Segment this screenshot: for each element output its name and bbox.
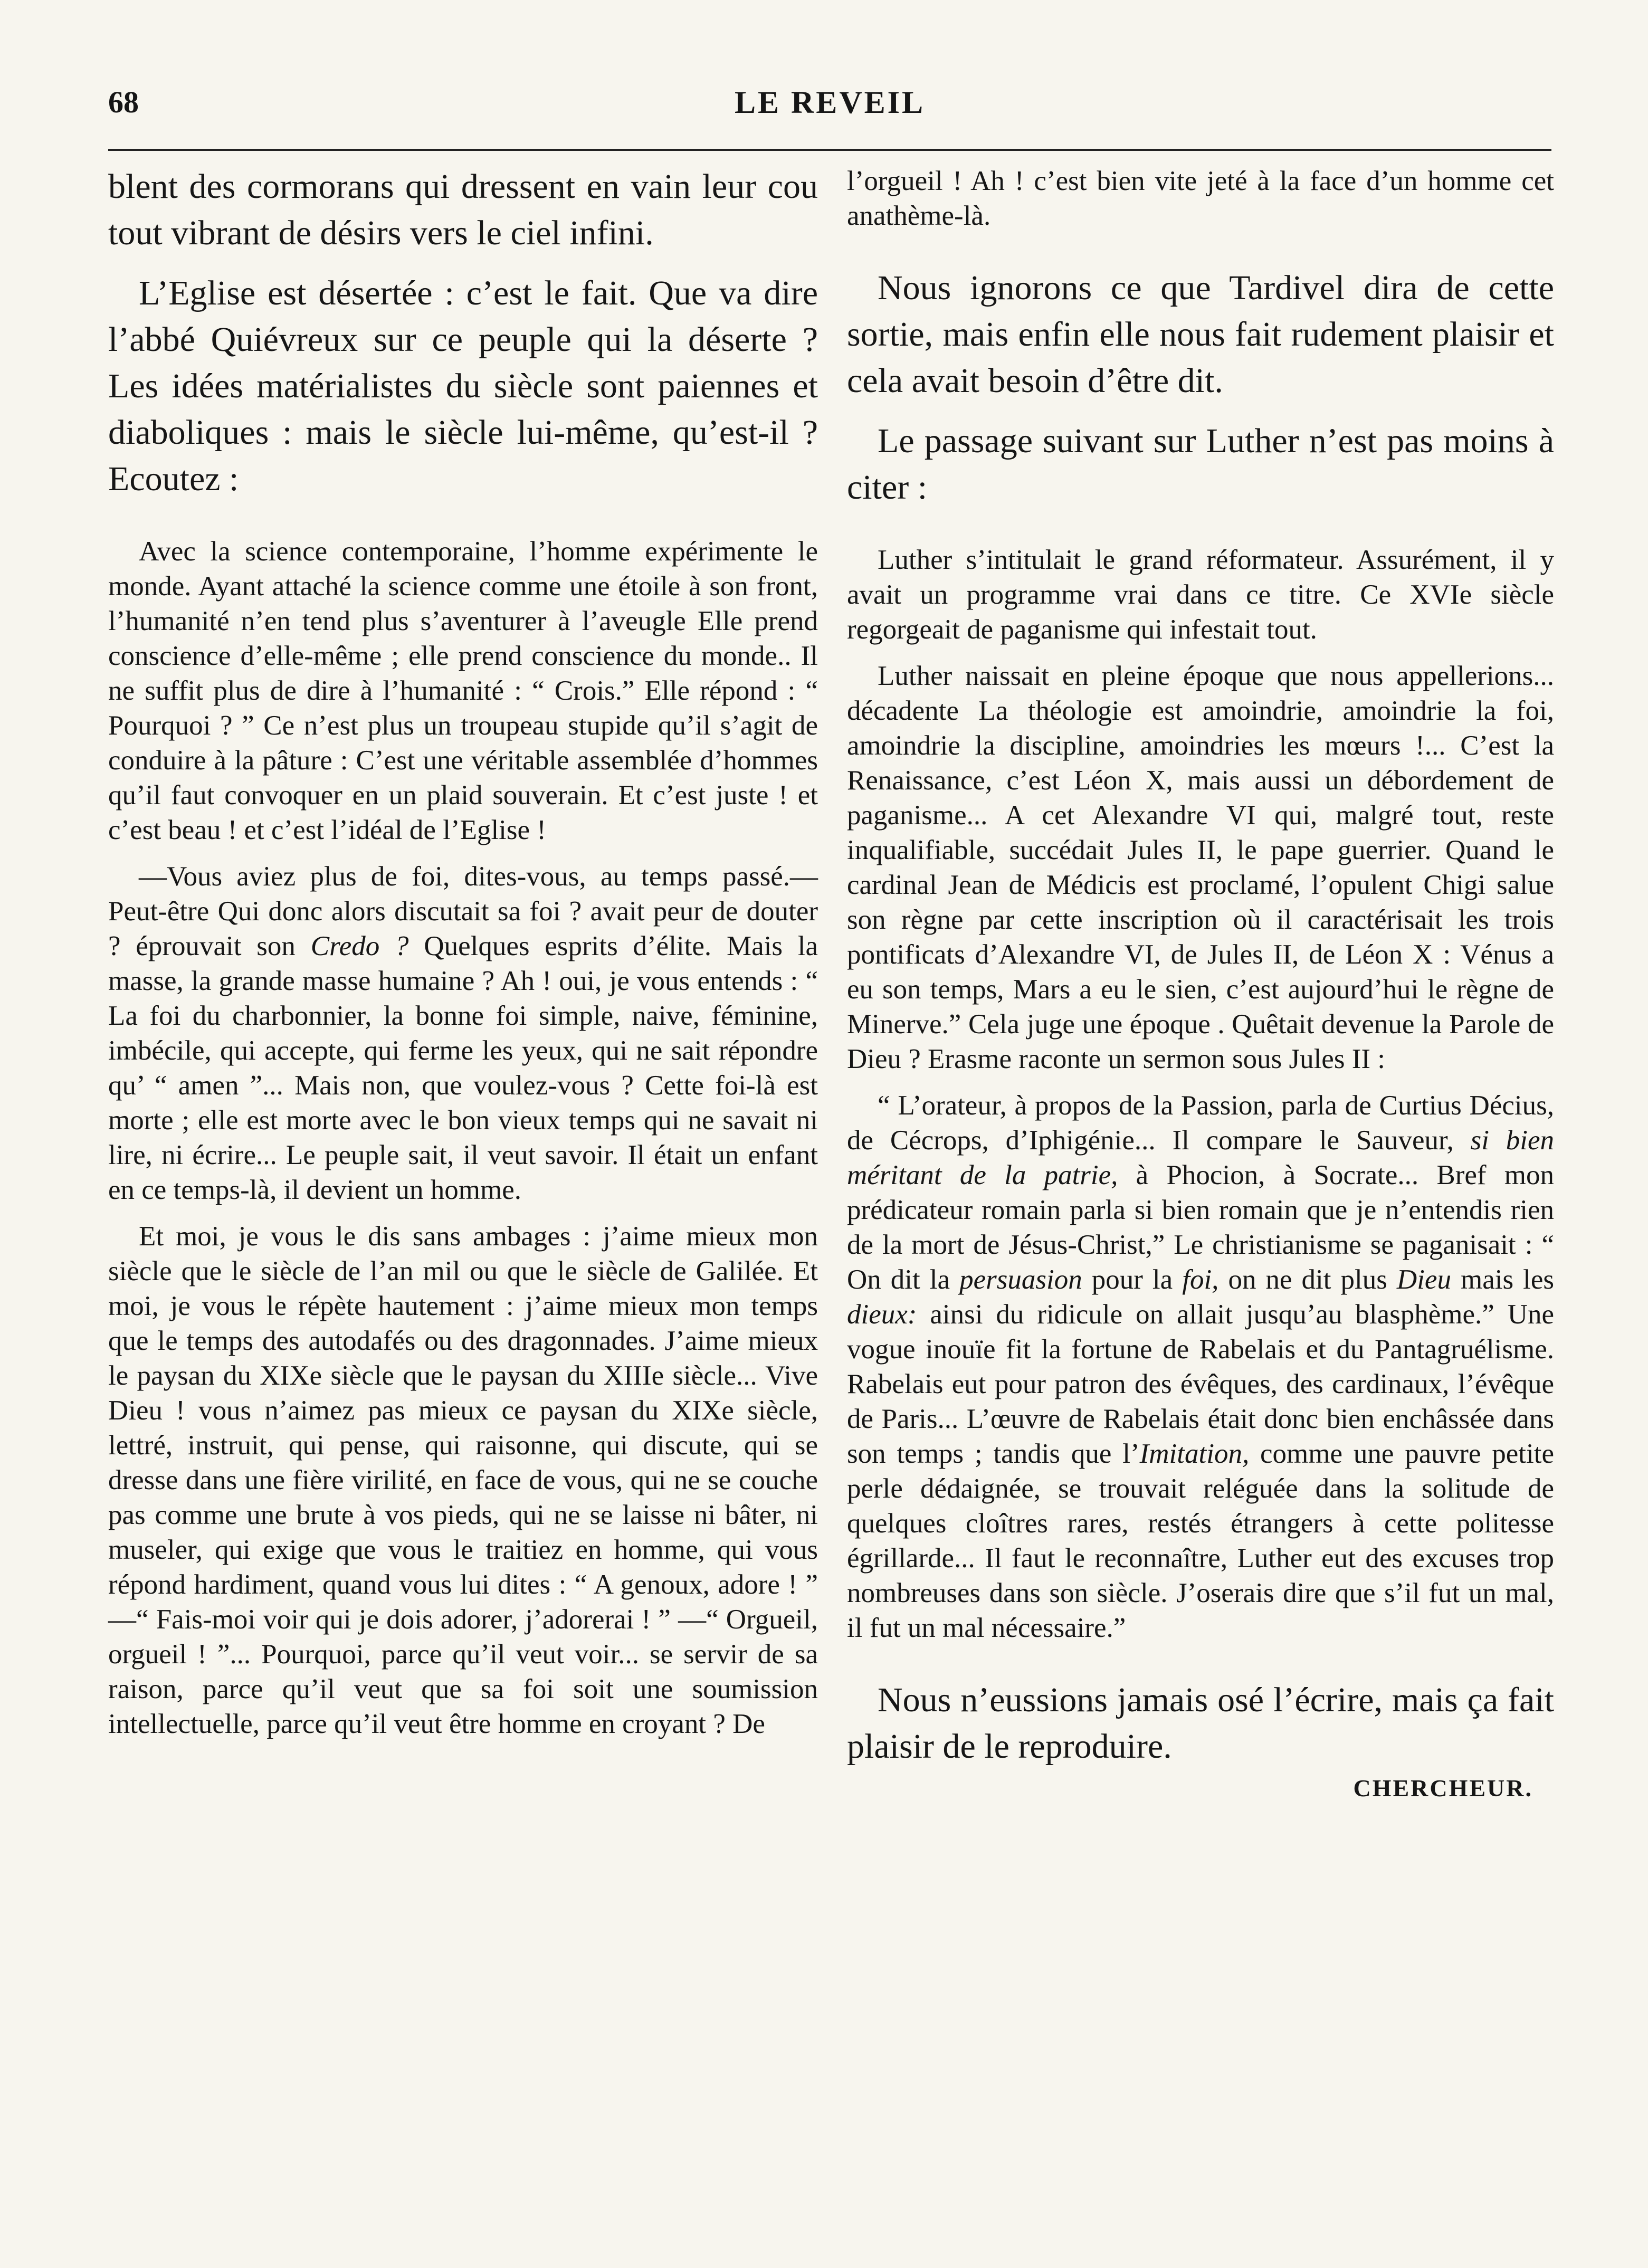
quote-science: Avec la science contemporaine, l’homme expérimente le monde. Ayant attaché la science comme une étoile à son front, l’humanité n’en tend plus s’aventurer à l’aveugle Elle prend conscience d’elle-même ; elle prend conscience du monde.. Il ne suffit plus de dire à l’humanité : “ Crois.” Elle répond : “ Pourquoi ? ” Ce n’est plus un troupeau stupide qu’il s’agit de conduire à la pâture : C’est une véritable assemblée d’hommes qu’il faut convoquer en un plaid souverain. Et c’est juste ! et c’est beau ! et c’est l’idéal de l’Eglise ! <box>108 536 818 845</box>
quote-erasme-text-g: comme une pauvre petite perle dédaignée, se trouvait reléguée dans la solitude de quelques cloîtres rares, restés étrangers à cette politesse égrillarde... Il faut le reconnaître, Luther eut des excuses trop nombreuses dans son siècle. J’oserais dire que s’il fut un mal, il fut un mal nécessaire.” <box>847 1438 1554 1643</box>
quote-erasme-emphasis-4: Dieu <box>1396 1264 1451 1295</box>
quote-foi-text-b: Quelques esprits d’élite. Mais la masse, la grande masse humaine ? Ah ! oui, je vous entends : “ La foi du charbonnier, la bonne foi simple, naive, féminine, imbécile, qui accepte, qui ferme les yeux, qui ne sait répondre qu’ “ amen ”... Mais non, que voulez-vous ? Cette foi-là est morte ; elle est morte avec le bon vieux temps qui ne savait ni lire, ni écrire... Le peuple sait, il veut savoir. Il était un enfant en ce temps-là, il devient un homme. <box>108 931 818 1205</box>
quote-siecle: Et moi, je vous le dis sans ambages : j’aime mieux mon siècle que le siècle de l’an mil ou que le siècle de Galilée. Et moi, je vous le répète hautement : j’aime mieux mon temps que le temps des autodafés ou des dragonnades. J’aime mieux le paysan du XIXe siècle que le paysan du XIIIe siècle... Vive Dieu ! vous n’aimez pas mieux ce paysan du XIXe siècle, lettré, instruit, qui pense, qui raisonne, qui discute, qui se dresse dans une fière virilité, en face de vous, qui ne se couche pas comme une brute à vos pieds, qui ne se laisse ni bâter, ni museler, qui exige que vous le traitiez en homme, qui vous répond hardiment, quand vous lui dites : “ A genoux, adore ! ” —“ Fais-moi voir qui je dois adorer, j’adorerai ! ” —“ Orgueil, orgueil ! ”... Pourquoi, parce qu’il veut voir... se servir de sa raison, parce qu’il veut que sa foi soit une soumission intellectuelle, parce qu’il veut être homme en croyant ? De <box>108 1221 818 1739</box>
quote-erasme-emphasis-6: Imitation, <box>1139 1438 1250 1469</box>
quote-foi-text-a: —Vous aviez plus de foi, dites-vous, au temps passé.—Peut-être Qui donc alors discutait sa foi ? avait peur de douter ? éprouvait son <box>108 861 818 961</box>
quote-erasme-text-d: on ne dit plus <box>1218 1264 1397 1295</box>
paragraph-continuation: blent des cormorans qui dressent en vain leur cou tout vibrant de désirs vers le ciel infini. <box>108 167 818 252</box>
quote-erasme-emphasis-1: si bien méritant de la patrie, <box>847 1125 1554 1190</box>
quote-erasme-text-a: “ L’orateur, à propos de la Passion, parla de Curtius Décius, de Cécrops, d’Iphigénie... Il compare le Sauveur, <box>847 1090 1554 1156</box>
quote-erasme-emphasis-5: dieux: <box>847 1299 917 1330</box>
paragraph-luther-intro: Le passage suivant sur Luther n’est pas moins à citer : <box>847 422 1554 507</box>
quote-renaissance: Luther naissait en pleine époque que nous appellerions... décadente La théologie est amoindrie, amoindrie la foi, amoindrie la discipline, amoindries les mœurs !... C’est la Renaissance, c’est Léon X, mais aussi un débordement de paganisme... A cet Alexandre VI qui, malgré tout, reste inqualifiable, succédait Jules II, le pape guerrier. Quand le cardinal Jean de Médicis est proclamé, l’opulent Chigi salue son règne par cette inscription où il caractérisait les trois pontificats d’Alexandre VI, de Jules II, de Léon X : Vénus a eu son temps, Mars a eu le sien, c’est aujourd’hui le règne de Minerve.” Cela juge une époque . Quêtait devenue la Parole de Dieu ? Erasme raconte un sermon sous Jules II : <box>847 661 1554 1074</box>
page-header <box>108 84 1551 132</box>
quote-erasme-emphasis-2: persuasion <box>959 1264 1082 1295</box>
quote-foi-credo: Credo ? <box>310 931 409 961</box>
header-rule <box>108 149 1551 151</box>
quote-erasme-text-f: ainsi du ridicule on allait jusqu’au blasphème.” Une vogue inouïe fit la fortune de Rabelais et du Pantagruélisme. Rabelais eut pour patron des évêques, des cardinaux, l’évêque de Paris... L’œuvre de Rabelais était donc bien enchâssée dans son temps ; tandis que l’ <box>847 1299 1554 1469</box>
running-title: LE REVEIL <box>734 85 926 120</box>
quote-erasme-emphasis-3: foi, <box>1182 1264 1219 1295</box>
paragraph-eglise: L’Eglise est désertée : c’est le fait. Que va dire l’abbé Quiévreux sur ce peuple qui la déserte ? Les idées matérialistes du siècle sont paiennes et diaboliques : mais le siècle lui-même, qu’est-il ? Ecoutez : <box>108 274 818 498</box>
quote-orgueil-continuation: l’orgueil ! Ah ! c’est bien vite jeté à la face d’un homme cet anathème-là. <box>847 166 1554 231</box>
quote-erasme-text-e: mais les <box>1451 1264 1554 1295</box>
quote-luther: Luther s’intitulait le grand réformateur. Assurément, il y avait un programme vrai dans ce titre. Ce XVIe siècle regorgeait de paganisme qui infestait tout. <box>847 545 1554 645</box>
quote-erasme-text-b: à Phocion, à Socrate... Bref mon prédicateur romain parla si bien romain que je n’entendis rien de la mort de Jésus-Christ,” Le christianisme se paganisait : “ On dit la <box>847 1160 1554 1295</box>
page-number: 68 <box>108 85 139 119</box>
quote-erasme-text-c: pour la <box>1082 1264 1183 1295</box>
paragraph-tardivel: Nous ignorons ce que Tardivel dira de cette sortie, mais enfin elle nous fait rudement plaisir et cela avait besoin d’être dit. <box>847 269 1554 400</box>
paragraph-closing: Nous n’eussions jamais osé l’écrire, mais ça fait plaisir de le reproduire. <box>847 1681 1554 1766</box>
quote-foi <box>108 859 818 1207</box>
left-column <box>108 164 818 1741</box>
author-signature: CHERCHEUR. <box>1353 1775 1533 1802</box>
right-column <box>847 164 1554 1802</box>
quote-erasme <box>847 1088 1554 1645</box>
